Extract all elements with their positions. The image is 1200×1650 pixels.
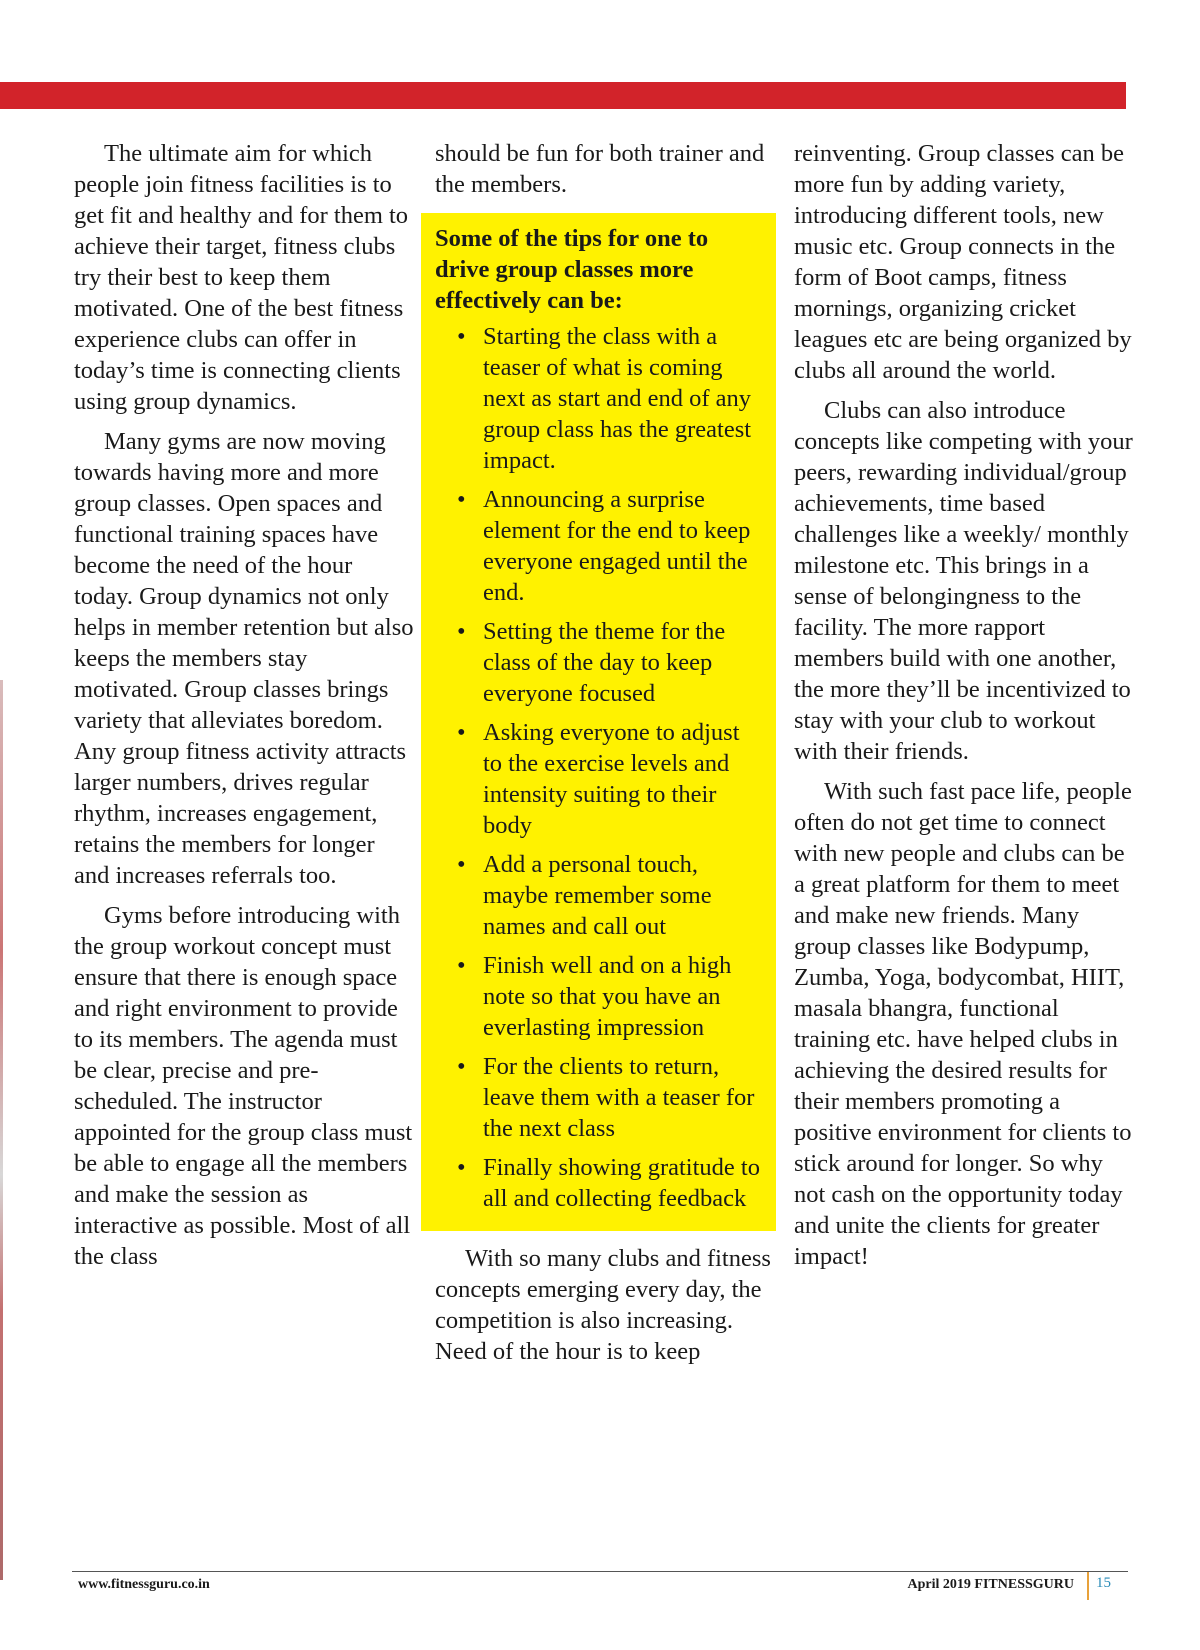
tip-text: Add a personal touch, maybe remember some names and call out — [483, 851, 712, 940]
tip-item — [435, 1152, 764, 1214]
col2-intro: should be fun for both trainer and the members. — [435, 140, 765, 198]
tip-text: Setting the theme for the class of the day to keep everyone focused — [483, 618, 726, 707]
header-red-bar — [0, 82, 1126, 109]
bullet-icon: • — [457, 618, 466, 645]
article-column-1 — [74, 138, 414, 1281]
bullet-icon: • — [457, 952, 466, 979]
bullet-icon: • — [457, 486, 466, 513]
tip-text: Starting the class with a teaser of what is coming next as start and end of any group class has the greatest impact. — [483, 323, 752, 474]
tip-text: Finally showing gratitude to all and collecting feedback — [483, 1154, 760, 1212]
footer-website: www.fitnessguru.co.in — [78, 1577, 210, 1592]
footer-separator — [1087, 1572, 1089, 1600]
bullet-icon: • — [457, 1154, 466, 1181]
tip-item — [435, 616, 764, 709]
tips-box — [421, 213, 776, 1231]
bullet-icon: • — [457, 323, 466, 350]
footer-rule — [72, 1571, 1128, 1572]
tip-item — [435, 717, 764, 841]
tip-text: Finish well and on a high note so that you have an everlasting impression — [483, 952, 732, 1041]
tip-text: Announcing a surprise element for the end to keep everyone engaged until the end. — [483, 486, 751, 606]
tip-text: Asking everyone to adjust to the exercise levels and intensity suiting to their body — [483, 719, 740, 839]
tip-item — [435, 1051, 764, 1144]
tip-item — [435, 484, 764, 608]
tip-text: For the clients to return, leave them with a teaser for the next class — [483, 1053, 755, 1142]
tip-item — [435, 849, 764, 942]
col1-paragraph-3: Gyms before introducing with the group workout concept must ensure that there is enough space and right environment to provide to its members. The agenda must be clear, precise and pre-scheduled. The instructor appointed for the group class must be able to engage all the members and make the session as interactive as possible. Most of all the class — [74, 902, 413, 1270]
col3-paragraph-3: With such fast pace life, people often do not get time to connect with new people and clubs can be a great platform for them to meet and make new friends. Many group classes like Bodypump, Zumba, Yoga, bodycombat, HIIT, masala bhangra, functional training etc. have helped clubs in achieving the desired results for their members promoting a positive environment for clients to stick around for longer. So why not cash on the opportunity today and unite the clients for greater impact! — [794, 778, 1132, 1270]
footer-issue-label: April 2019 FITNESSGURU — [907, 1577, 1074, 1592]
page-edge-strip — [0, 680, 3, 1580]
col2-closing-paragraph: With so many clubs and fitness concepts emerging every day, the competition is also increasing. Need of the hour is to keep — [435, 1245, 771, 1365]
tips-list — [435, 321, 764, 1214]
article-column-2 — [421, 138, 776, 1376]
bullet-icon: • — [457, 1053, 466, 1080]
article-column-3 — [794, 138, 1134, 1281]
col3-paragraph-2: Clubs can also introduce concepts like competing with your peers, rewarding individual/group achievements, time based challenges like a weekly/ monthly milestone etc. This brings in a sense of belongingness to the facility. The more rapport members build with one another, the more they’ll be incentivized to stay with your club to workout with their friends. — [794, 397, 1133, 765]
bullet-icon: • — [457, 719, 466, 746]
col3-paragraph-continued: reinventing. Group classes can be more fun by adding variety, introducing different tools, new music etc. Group connects in the form of Boot camps, fitness mornings, organizing cricket leagues etc are being organized by clubs all around the world. — [794, 140, 1132, 384]
tip-item — [435, 950, 764, 1043]
tip-item — [435, 321, 764, 476]
col1-paragraph-2: Many gyms are now moving towards having more and more group classes. Open spaces and functional training spaces have become the need of the hour today. Group dynamics not only helps in member retention but also keeps the members stay motivated. Group classes brings variety that alleviates boredom. Any group fitness activity attracts larger numbers, drives regular rhythm, increases engagement, retains the members for longer and increases referrals too. — [74, 428, 414, 889]
page-number: 15 — [1096, 1575, 1111, 1591]
tips-heading: Some of the tips for one to drive group classes more effectively can be: — [435, 225, 709, 314]
bullet-icon: • — [457, 851, 466, 878]
col1-paragraph-1: The ultimate aim for which people join fitness facilities is to get fit and healthy and for them to achieve their target, fitness clubs try their best to keep them motivated. One of the best fitness experience clubs can offer in today’s time is connecting clients using group dynamics. — [74, 140, 409, 415]
